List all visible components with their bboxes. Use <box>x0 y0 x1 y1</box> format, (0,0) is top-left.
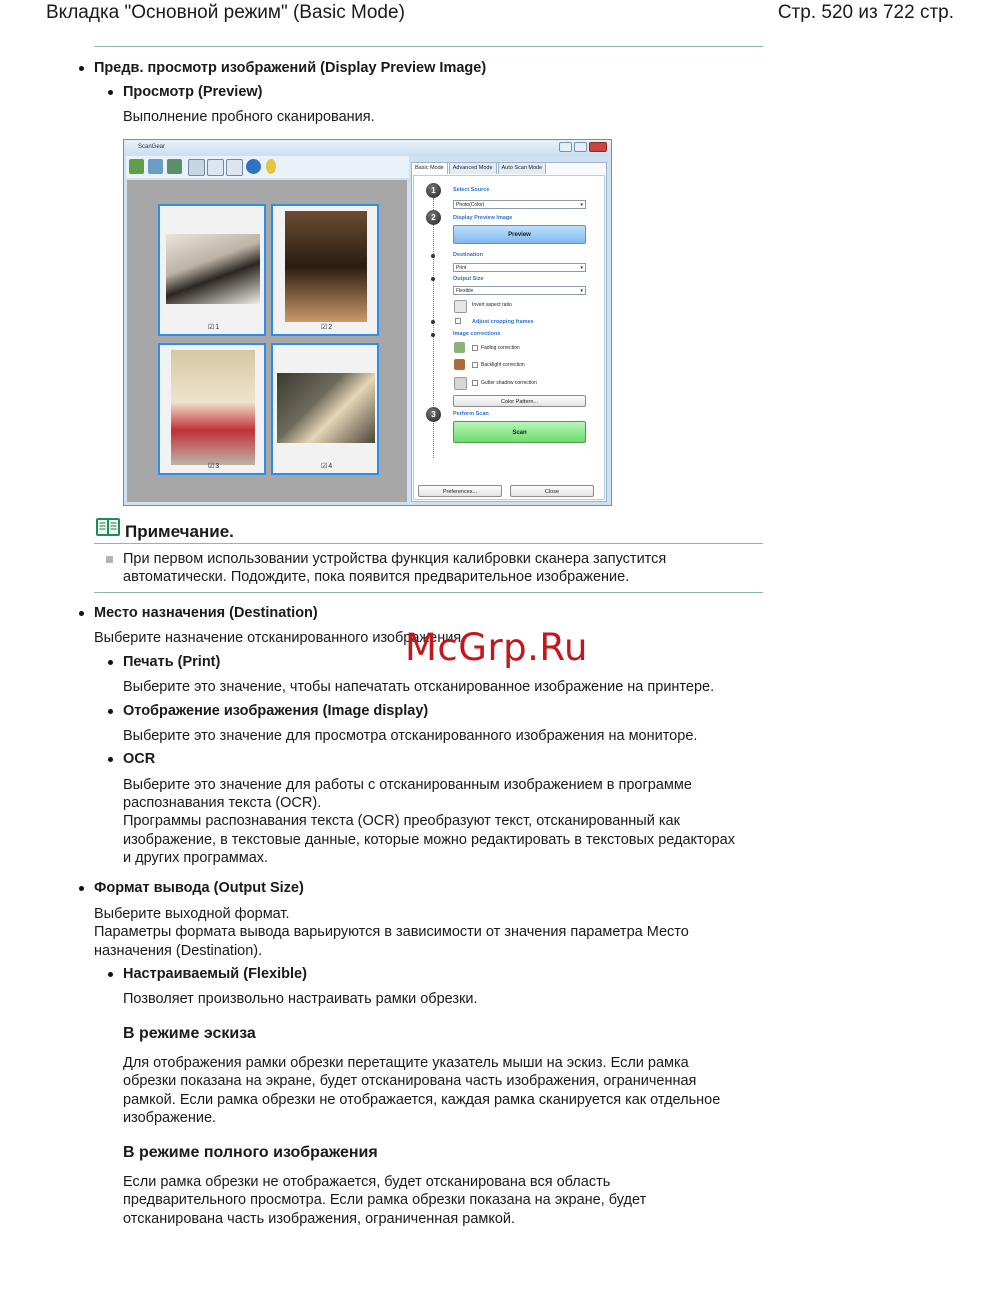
rotate-right-icon[interactable] <box>167 159 182 174</box>
step-dot <box>431 333 435 337</box>
sub-heading-preview: Просмотр (Preview) <box>123 84 263 100</box>
page-header-title: Вкладка "Основной режим" (Basic Mode) <box>46 2 405 23</box>
flexible-heading: Настраиваемый (Flexible) <box>123 966 307 982</box>
output-line-3: назначения (Destination). <box>94 943 263 959</box>
backlight-label: Backlight correction <box>481 362 525 368</box>
photo-dachshund <box>285 211 367 322</box>
ocr-line-3: Программы распознавания текста (OCR) преобразуют текст, отсканированный как <box>123 813 680 829</box>
thumbnail-mode-line-1: Для отображения рамки обрезки перетащите указатель мыши на эскиз. Если рамка <box>123 1055 689 1071</box>
output-size-label: Output Size <box>453 276 484 282</box>
scan-icon[interactable] <box>129 159 144 174</box>
preview-button[interactable]: Preview <box>453 225 586 244</box>
divider <box>94 46 763 47</box>
image-corrections-label: Image corrections <box>453 331 501 337</box>
photo-dog-outdoor <box>277 373 375 443</box>
grid-small-icon[interactable] <box>207 159 224 176</box>
note-text-line-1: При первом использовании устройства функция калибровки сканера запустится <box>123 551 667 567</box>
thumbnail-mode-line-3: рамкой. Если рамка обрезки не отображается, каждая рамка сканируется как отдельное <box>123 1092 721 1108</box>
perform-scan-label: Perform Scan <box>453 411 489 417</box>
note-title: Примечание. <box>125 522 234 541</box>
note-book-icon <box>95 517 121 537</box>
full-image-mode-line-3: отсканирована часть изображения, ограниченная рамкой. <box>123 1211 516 1227</box>
ocr-line-1: Выберите это значение для работы с отсканированным изображением в программе <box>123 777 692 793</box>
close-icon[interactable] <box>589 142 607 152</box>
output-size-dropdown[interactable]: Flexible ▾ <box>453 286 586 295</box>
basic-mode-content <box>413 175 605 500</box>
preview-area[interactable] <box>127 180 407 502</box>
step-2-icon: 2 <box>426 210 441 225</box>
scan-button[interactable]: Scan <box>453 421 586 443</box>
full-image-mode-heading: В режиме полного изображения <box>123 1144 378 1161</box>
fading-icon <box>454 342 465 353</box>
adjust-cropping-label: Adjust cropping frames <box>472 319 534 325</box>
select-source-label: Select Source <box>453 187 490 193</box>
step-1-icon: 1 <box>426 183 441 198</box>
select-all-icon[interactable] <box>188 159 205 176</box>
toolbar <box>126 156 409 178</box>
backlight-icon <box>454 359 465 370</box>
watermark: McGrp.Ru <box>405 626 588 669</box>
gutter-label: Gutter shadow correction <box>481 380 537 386</box>
divider <box>94 543 763 544</box>
page-number: Стр. 520 из 722 стр. <box>777 2 954 23</box>
thumbnail-checkbox[interactable]: ☑ 2 <box>321 323 332 331</box>
thumbnail-checkbox[interactable]: ☑ 4 <box>321 462 332 470</box>
thumbnail-2[interactable] <box>271 204 379 336</box>
section-heading-preview: Предв. просмотр изображений (Display Preview Image) <box>94 60 487 76</box>
window-titlebar <box>124 140 611 155</box>
preferences-button[interactable]: Preferences... <box>418 485 502 497</box>
section-heading-destination: Место назначения (Destination) <box>94 605 318 621</box>
output-line-2: Параметры формата вывода варьируются в зависимости от значения параметра Место <box>94 924 689 940</box>
divider <box>94 592 763 593</box>
gutter-checkbox[interactable] <box>472 380 478 386</box>
preview-description: Выполнение пробного сканирования. <box>123 109 375 125</box>
tab-auto-scan-mode[interactable]: Auto Scan Mode <box>498 162 547 174</box>
step-3-icon: 3 <box>426 407 441 422</box>
thumbnail-checkbox[interactable]: ☑ 3 <box>208 462 219 470</box>
thumbnail-4[interactable] <box>271 343 379 475</box>
help-icon[interactable] <box>266 159 276 174</box>
square-bullet <box>106 556 113 563</box>
step-dot <box>431 254 435 258</box>
destination-label: Destination <box>453 252 483 258</box>
color-pattern-button[interactable]: Color Pattern... <box>453 395 586 407</box>
photo-dogs <box>166 234 260 304</box>
invert-aspect-icon[interactable] <box>454 300 467 313</box>
select-source-dropdown[interactable]: Photo(Color) ▾ <box>453 200 586 209</box>
ocr-line-2: распознавания текста (OCR). <box>123 795 322 811</box>
photo-labrador <box>171 350 255 465</box>
ocr-heading: OCR <box>123 751 156 767</box>
print-text: Выберите это значение, чтобы напечатать отсканированное изображение на принтере. <box>123 679 715 695</box>
maximize-icon[interactable] <box>574 142 587 152</box>
thumbnail-mode-line-4: изображение. <box>123 1110 217 1126</box>
destination-dropdown[interactable]: Print ▾ <box>453 263 586 272</box>
destination-intro: Выберите назначение отсканированного изображения. <box>94 630 466 646</box>
full-image-mode-line-1: Если рамка обрезки не отображается, будет отсканирована вся область <box>123 1174 611 1190</box>
tab-basic-mode[interactable]: Basic Mode <box>411 162 448 174</box>
note-text-line-2: автоматически. Подождите, пока появится предварительное изображение. <box>123 569 630 585</box>
grid-large-icon[interactable] <box>226 159 243 176</box>
full-image-mode-line-2: предварительного просмотра. Если рамка обрезки показана на экране, будет <box>123 1192 647 1208</box>
fading-label: Fading correction <box>481 345 520 351</box>
tab-advanced-mode[interactable]: Advanced Mode <box>449 162 497 174</box>
adjust-cropping-checkbox[interactable] <box>455 318 461 324</box>
mode-tabs <box>411 162 547 174</box>
flexible-text: Позволяет произвольно настраивать рамки обрезки. <box>123 991 478 1007</box>
scangear-window <box>123 139 612 506</box>
window-title: ScanGear <box>138 144 166 150</box>
step-dot <box>431 277 435 281</box>
ocr-line-4: изображение, в текстовые данные, которые можно редактировать в текстовых редакторах <box>123 832 735 848</box>
section-heading-output-size: Формат вывода (Output Size) <box>94 880 304 896</box>
step-dot <box>431 320 435 324</box>
display-text: Выберите это значение для просмотра отсканированного изображения на мониторе. <box>123 728 698 744</box>
output-line-1: Выберите выходной формат. <box>94 906 290 922</box>
fading-checkbox[interactable] <box>472 345 478 351</box>
backlight-checkbox[interactable] <box>472 362 478 368</box>
invert-aspect-label: Invert aspect ratio <box>472 302 512 308</box>
close-button[interactable]: Close <box>510 485 594 497</box>
thumbnail-checkbox[interactable]: ☑ 1 <box>208 323 219 331</box>
thumbnail-mode-heading: В режиме эскиза <box>123 1025 256 1042</box>
info-icon[interactable] <box>246 159 261 174</box>
display-preview-label: Display Preview Image <box>453 215 513 221</box>
minimize-icon[interactable] <box>559 142 572 152</box>
rotate-left-icon[interactable] <box>148 159 163 174</box>
thumbnail-mode-line-2: обрезки показана на экране, будет отсканирована часть изображения, ограниченная <box>123 1073 697 1089</box>
thumbnail-1[interactable] <box>158 204 266 336</box>
ocr-line-5: и других программах. <box>123 850 269 866</box>
gutter-icon <box>454 377 467 390</box>
display-heading: Отображение изображения (Image display) <box>123 703 429 719</box>
print-heading: Печать (Print) <box>123 654 221 670</box>
thumbnail-3[interactable] <box>158 343 266 475</box>
